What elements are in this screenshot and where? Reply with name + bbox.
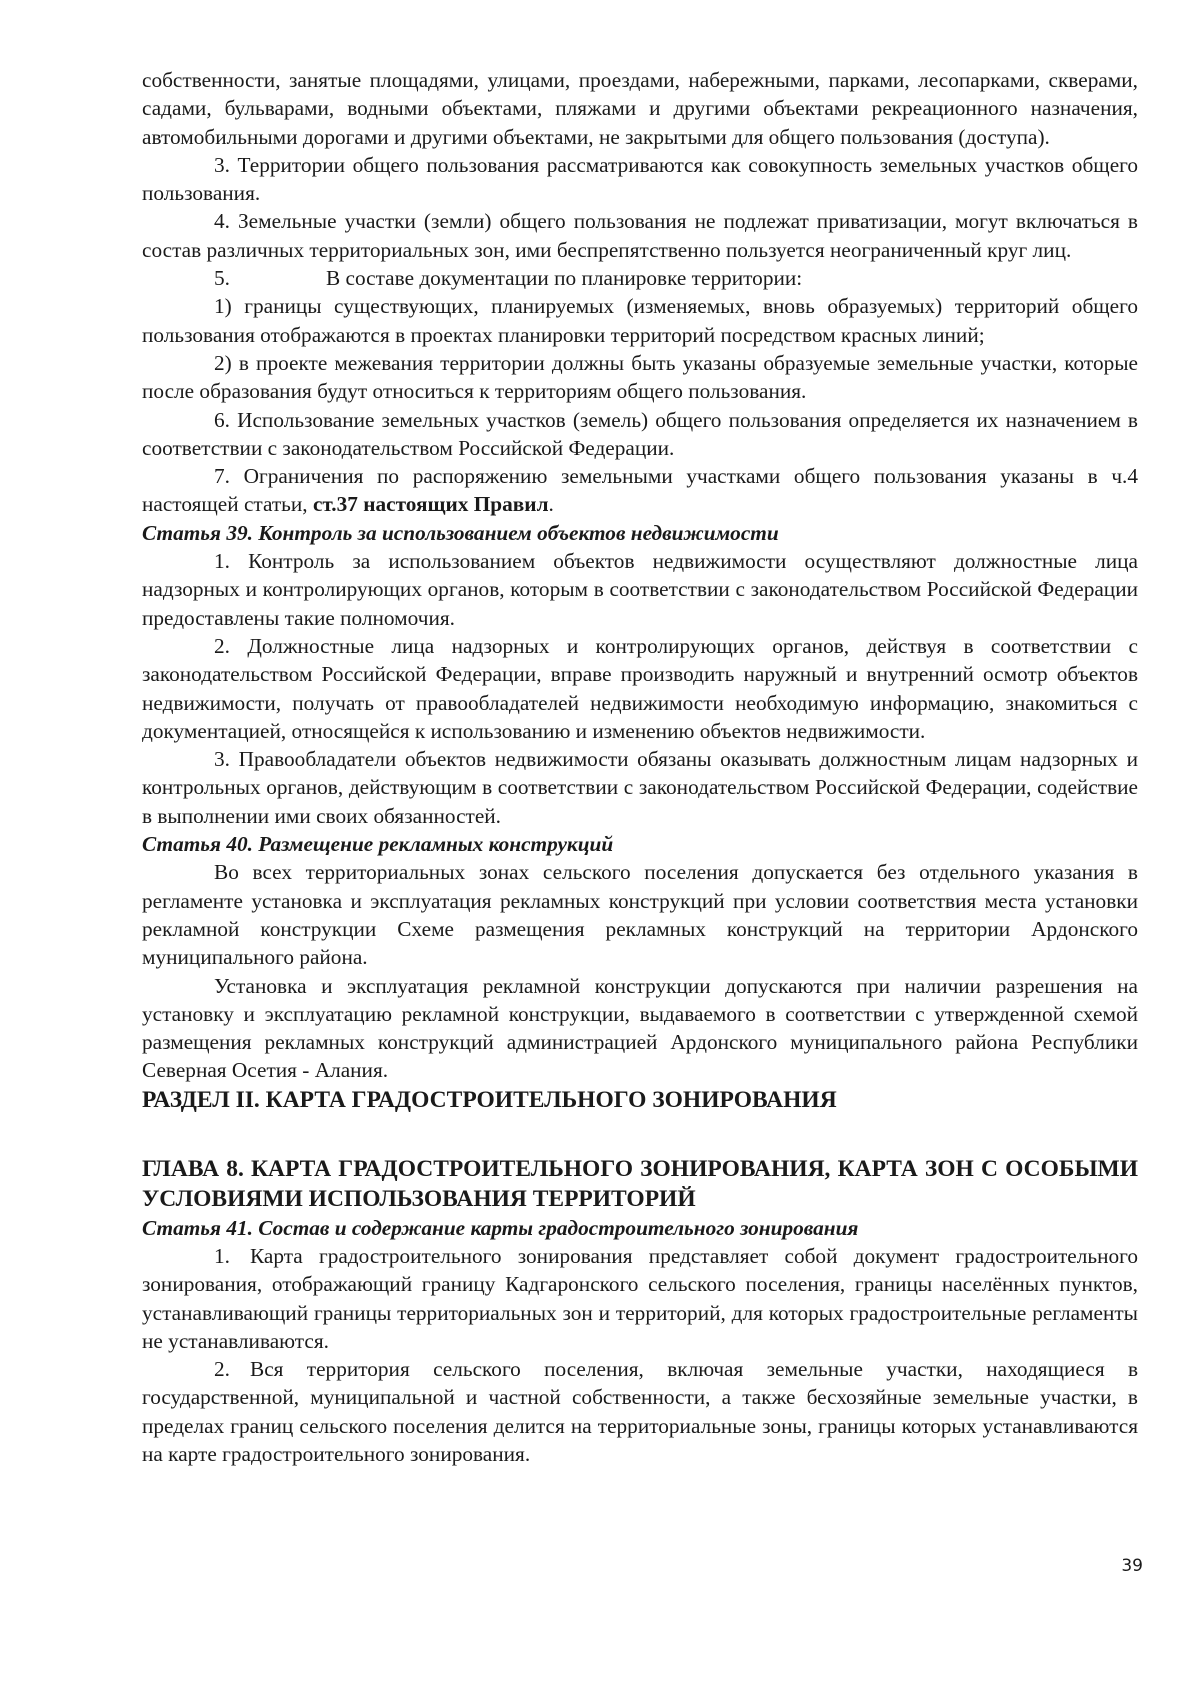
paragraph-7 <box>142 462 1138 519</box>
article-40-paragraph-2: Установка и эксплуатация рекламной конструкции допускаются при наличии разрешения на установку и эксплуатацию рекламной конструкции, выдаваемого в соответствии с утвержденной схемой размещения рекламных конструкций администрацией Ардонского муниципального района Республики Северная Осетия - Алания. <box>142 973 1138 1083</box>
paragraph-6: 6. Использование земельных участков (земель) общего пользования определяется их назначением в соответствии с законодательством Российской Федерации. <box>142 407 1138 460</box>
chapter-8-heading: ГЛАВА 8. КАРТА ГРАДОСТРОИТЕЛЬНОГО ЗОНИРОВАНИЯ, КАРТА ЗОН С ОСОБЫМИ УСЛОВИЯМИ ИСПОЛЬЗОВАНИЯ ТЕРРИТОРИЙ <box>142 1155 1138 1212</box>
paragraph-5-text: В составе документации по планировке территории: <box>326 266 803 291</box>
document-page <box>142 66 1138 1468</box>
paragraph-7-text: 7. Ограничения по распоряжению земельными участками общего пользования указаны в ч.4 настоящей статьи, <box>142 464 1138 517</box>
paragraph-5 <box>142 264 1138 292</box>
paragraph-3: 3. Территории общего пользования рассматриваются как совокупность земельных участков общего пользования. <box>142 152 1138 206</box>
page-number: 39 <box>1121 1556 1143 1576</box>
paragraph-7-reference: ст.37 настоящих Правил <box>312 492 549 517</box>
article-41-paragraph-2-number: 2. <box>214 1357 230 1382</box>
article-39-heading: Статья 39. Контроль за использованием объектов недвижимости <box>142 520 779 545</box>
section-2-heading: РАЗДЕЛ II. КАРТА ГРАДОСТРОИТЕЛЬНОГО ЗОНИРОВАНИЯ <box>142 1086 837 1113</box>
paragraph-continuation: собственности, занятые площадями, улицами, проездами, набережными, парками, лесопарками, скверами, садами, бульварами, водными объектами, пляжами и другими объектами рекреационного назначения, автомобильными дорогами и другими объектами, не закрытыми для общего пользования (доступа). <box>142 68 1138 149</box>
paragraph-5-item-2: 2) в проекте межевания территории должны быть указаны образуемые земельные участки, которые после образования будут относиться к территориям общего пользования. <box>142 350 1138 404</box>
article-39-paragraph-3: 3. Правообладатели объектов недвижимости обязаны оказывать должностным лицам надзорных и контрольных органов, действующим в соответствии с законодательством Российской Федерации, содействие в выполнении ими своих обязанностей. <box>142 747 1138 828</box>
paragraph-7-end: . <box>548 492 554 517</box>
paragraph-5-item-1: 1) границы существующих, планируемых (изменяемых, вновь образуемых) территорий общего пользования отображаются в проектах планировки территорий посредством красных линий; <box>142 294 1138 347</box>
article-40-paragraph-1: Во всех территориальных зонах сельского поселения допускается без отдельного указания в регламенте установка и эксплуатация рекламных конструкций при условии соответствия места установки рекламной конструкции Схеме размещения рекламных конструкций на территории Ардонского муниципального района. <box>142 860 1138 970</box>
paragraph-4: 4. Земельные участки (земли) общего пользования не подлежат приватизации, могут включаться в состав различных территориальных зон, ими беспрепятственно пользуется неограниченный круг лиц. <box>142 209 1138 262</box>
article-39-paragraph-1: 1. Контроль за использованием объектов недвижимости осуществляют должностные лица надзорных и контролирующих органов, которым в соответствии с законодательством Российской Федерации предоставлены такие полномочия. <box>142 549 1138 630</box>
article-40-heading: Статья 40. Размещение рекламных конструкций <box>142 832 614 857</box>
article-41-paragraph-2-text: Вся территория сельского поселения, включая земельные участки, находящиеся в государственной, муниципальной и частной собственности, а также бесхозяйные земельные участки, в пределах границ сельского поселения делится на территориальные зоны, границы которых устанавливаются на карте градостроительного зонирования. <box>142 1357 1138 1467</box>
article-41-heading: Статья 41. Состав и содержание карты градостроительного зонирования <box>142 1215 859 1240</box>
article-41-paragraph-1-number: 1. <box>214 1243 230 1268</box>
paragraph-5-number: 5. <box>214 266 230 291</box>
article-41-paragraph-1 <box>142 1242 1138 1355</box>
article-41-paragraph-1-text: Карта градостроительного зонирования представляет собой документ градостроительного зонирования, отображающий границу Кадгаронского сельского поселения, границы населённых пунктов, устанавливающий границы территориальных зон и территорий, для которых градостроительные регламенты не устанавливаются. <box>142 1243 1138 1353</box>
article-39-paragraph-2: 2. Должностные лица надзорных и контролирующих органов, действуя в соответствии с законодательством Российской Федерации, вправе производить наружный и внутренний осмотр объектов недвижимости, получать от правообладателей недвижимости необходимую информацию, знакомиться с документацией, относящейся к использованию и изменению объектов недвижимости. <box>142 633 1138 743</box>
article-41-paragraph-2 <box>142 1355 1138 1468</box>
